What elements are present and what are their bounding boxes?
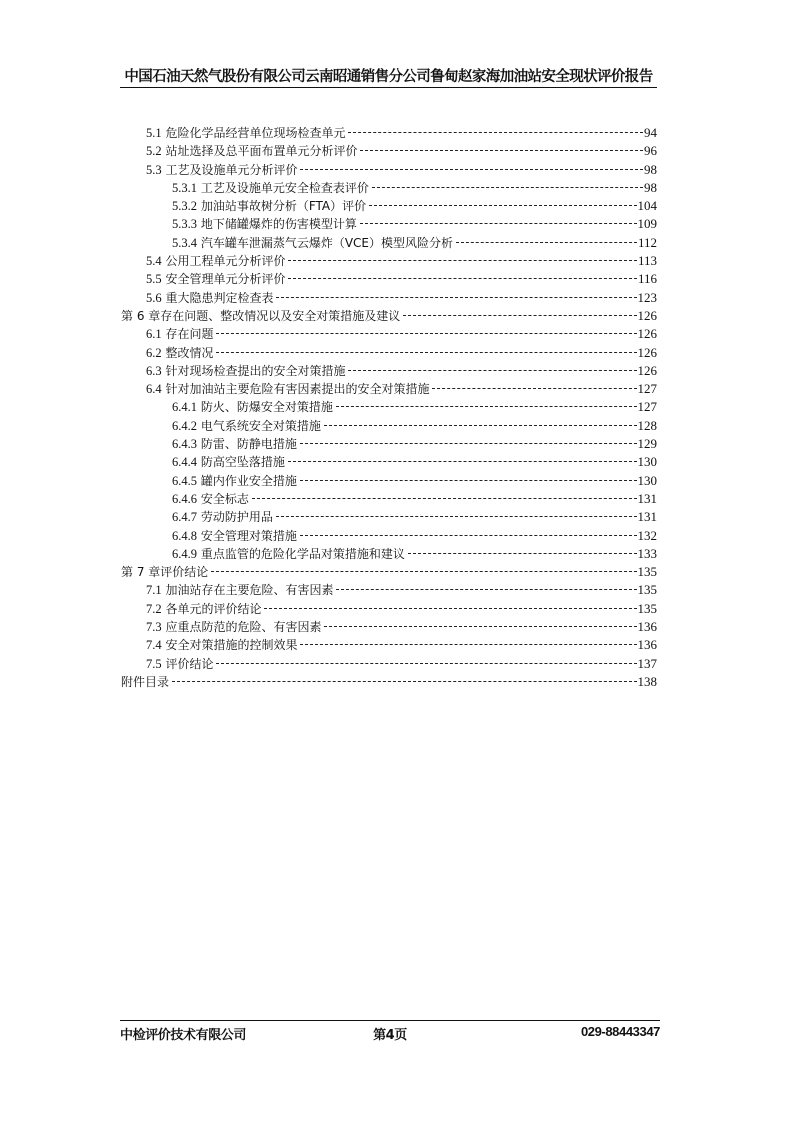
toc-entry-number: 6.4.1 [172,400,197,415]
toc-entry-label [146,600,261,618]
toc-entry-label [172,417,321,435]
toc-entry-label [172,435,297,453]
toc-entry-number: 5.3.3 [172,217,197,232]
header-rule [120,87,657,88]
toc-entry-title: 重点监管的危险化学品对策措施和建议 [200,546,405,561]
toc-entry[interactable] [121,417,657,435]
toc-entry-label [172,453,285,471]
dot-leader [360,223,637,224]
toc-entry-page: 126 [637,344,657,360]
toc-entry-page: 96 [644,143,657,159]
toc-entry-page: 135 [637,600,657,616]
toc-entry-page: 123 [637,289,657,305]
toc-entry-title: 防高空坠落措施 [200,455,285,470]
toc-entry-label [146,581,333,599]
toc-entry[interactable] [121,179,657,197]
toc-entry-number: 6.4 [146,382,162,397]
toc-entry-label [146,270,285,288]
toc-entry[interactable] [121,636,657,654]
dot-leader [336,589,636,590]
dot-leader [288,461,637,462]
toc-entry-number: 7.1 [146,583,162,598]
toc-entry-title: 地下储罐爆炸的伤害模型计算 [200,217,357,232]
toc-entry-label [172,490,249,508]
toc-entry-page: 109 [637,216,657,232]
toc-entry-number: 5.3.4 [172,235,197,250]
toc-entry-title: 电气系统安全对策措施 [200,418,321,433]
toc-entry-title: 针对加油站主要危险有害因素提出的安全对策措施 [165,382,430,397]
running-footer [120,1024,660,1044]
toc-entry-title: 安全管理对策措施 [200,528,297,543]
toc-entry-page: 138 [637,673,657,689]
toc-entry-number: 5.3.2 [172,199,197,214]
toc-entry-title: 站址选择及总平面布置单元分析评价 [165,144,358,159]
toc-entry-title: 汽车罐车泄漏蒸气云爆炸（VCE）模型风险分析 [200,235,453,250]
toc-entry[interactable] [121,142,657,160]
dot-leader [432,388,636,389]
dot-leader [300,480,637,481]
toc-entry-number: 5.4 [146,254,162,269]
dot-leader [372,187,643,188]
toc-entry-label [172,545,405,563]
toc-entry-label [172,197,366,215]
toc-entry-label [121,307,400,325]
toc-entry-label [172,472,297,490]
toc-entry-page: 126 [637,362,657,378]
toc-entry-label [146,380,429,398]
footer-rule [120,1020,660,1021]
toc-entry-title: 整改情况 [165,345,214,360]
toc-entry-title: 针对现场检查提出的安全对策措施 [165,363,346,378]
toc-entry-page: 130 [637,472,657,488]
dot-leader [369,205,636,206]
toc-entry[interactable] [121,618,657,636]
dot-leader [288,260,637,261]
toc-entry-page: 128 [637,417,657,433]
toc-entry-page: 127 [637,399,657,415]
toc-entry[interactable] [121,453,657,471]
toc-entry-title: 罐内作业安全措施 [200,473,297,488]
toc-entry-page: 98 [644,179,657,195]
toc-entry-number: 6.1 [146,327,162,342]
toc-entry-number: 5.5 [146,272,162,287]
toc-entry[interactable] [121,655,657,673]
dot-leader [300,644,636,645]
dot-leader [300,443,637,444]
dot-leader [216,352,636,353]
toc-entry-label [146,636,297,654]
toc-entry-page: 135 [637,582,657,598]
toc-entry-title: 应重点防范的危险、有害因素 [165,620,322,635]
toc-entry-page: 104 [637,198,657,214]
toc-entry-number: 5.1 [146,126,162,140]
toc-entry-title: 附件目录 [121,674,170,689]
toc-entry[interactable] [121,600,657,618]
toc-entry-page: 136 [637,637,657,653]
toc-entry[interactable] [121,307,657,325]
toc-entry-number: 5.3 [146,162,162,177]
toc-entry-page: 131 [637,509,657,525]
toc-entry-title: 安全标志 [200,491,249,506]
dot-leader [324,425,637,426]
toc-entry-number: 6.4.2 [172,418,197,433]
toc-entry-title: 评价结论 [165,656,214,671]
toc-entry-number: 6.4.8 [172,528,197,543]
toc-entry-page: 136 [637,619,657,635]
toc-entry-number: 7.4 [146,638,162,653]
toc-entry-page: 127 [637,381,657,397]
toc-entry-page: 135 [637,564,657,580]
toc-entry-title: 防雷、防静电措施 [200,437,297,452]
toc-entry-title: 加油站存在主要危险、有害因素 [165,583,334,598]
toc-entry[interactable] [121,563,657,581]
footer-phone: 029-88443347 [580,1024,660,1039]
toc-entry[interactable] [121,344,657,362]
footer-page-number: 第4页 [373,1028,407,1043]
toc-entry-title: 安全管理单元分析评价 [165,272,286,287]
toc-entry-page: 126 [637,307,657,323]
toc-entry-page: 94 [644,125,657,140]
toc-entry[interactable] [121,161,657,179]
toc-entry-label [121,563,208,581]
toc-entry-number: 7.3 [146,620,162,635]
toc-entry-number: 6.4.3 [172,437,197,452]
toc-entry[interactable] [121,435,657,453]
toc-entry-page: 131 [637,490,657,506]
dot-leader [300,169,643,170]
toc-entry-number: 6.3 [146,363,162,378]
toc-entry-number: 6.2 [146,345,162,360]
dot-leader [172,681,636,682]
toc-entry-title: 工艺及设施单元分析评价 [165,162,298,177]
table-of-contents [121,124,657,691]
dot-leader [348,370,636,371]
toc-entry-title: 防火、防爆安全对策措施 [200,400,333,415]
toc-entry[interactable] [121,270,657,288]
toc-entry-page: 116 [637,271,657,287]
toc-entry-title: 公用工程单元分析评价 [165,254,286,269]
toc-entry[interactable] [121,289,657,307]
toc-entry[interactable] [121,325,657,343]
toc-entry-label [146,124,345,142]
dot-leader [216,333,636,334]
toc-entry[interactable] [121,472,657,490]
toc-entry-number: 6.4.5 [172,473,197,488]
toc-entry-label [172,527,297,545]
dot-leader [336,406,637,407]
dot-leader [403,315,636,316]
dot-leader [264,608,636,609]
toc-entry-label [146,344,213,362]
toc-entry[interactable] [121,362,657,380]
toc-entry-page: 98 [644,161,657,177]
toc-entry-label [146,362,345,380]
toc-entry-number: 6.4.6 [172,491,197,506]
toc-entry-title: 各单元的评价结论 [165,601,262,616]
toc-entry-label [146,655,213,673]
dot-leader [211,571,636,572]
toc-entry[interactable] [121,490,657,508]
dot-leader [276,297,636,298]
toc-entry[interactable] [121,124,657,142]
toc-entry-label [121,673,169,691]
running-header: 中国石油天然气股份有限公司云南昭通销售分公司鲁甸赵家海加油站安全现状评价报告 [124,69,653,85]
toc-entry[interactable] [121,234,657,252]
toc-entry-label [172,398,333,416]
toc-entry-label [146,142,357,160]
toc-entry-page: 129 [637,436,657,452]
toc-entry-page: 112 [637,234,657,250]
toc-entry-title: 存在问题 [165,327,214,342]
toc-entry-label [146,289,273,307]
toc-entry[interactable] [121,252,657,270]
toc-entry-number: 7.5 [146,656,162,671]
toc-entry-label [172,179,369,197]
dot-leader [324,626,636,627]
toc-entry-page: 113 [637,253,657,269]
dot-leader [408,553,637,554]
toc-entry-title: 危险化学品经营单位现场检查单元 [165,126,346,140]
toc-entry-page: 126 [637,326,657,342]
toc-entry-number: 5.3.1 [172,180,197,195]
toc-entry[interactable] [121,673,657,691]
dot-leader [300,535,637,536]
toc-entry[interactable] [121,508,657,526]
toc-entry-label [146,252,285,270]
toc-entry-title: 安全对策措施的控制效果 [165,638,298,653]
toc-entry-number: 7.2 [146,601,162,616]
toc-entry[interactable] [121,215,657,233]
toc-entry-page: 132 [637,527,657,543]
dot-leader [360,150,643,151]
toc-entry[interactable] [121,545,657,563]
dot-leader [276,516,637,517]
toc-entry-title: 第 7 章评价结论 [121,565,209,580]
toc-entry-title: 劳动防护用品 [200,510,273,525]
toc-entry-label [146,618,321,636]
toc-entry-title: 重大隐患判定检查表 [165,290,274,305]
dot-leader [348,132,643,133]
toc-entry-label [146,161,297,179]
toc-entry-number: 5.6 [146,290,162,305]
toc-entry[interactable] [121,581,657,599]
dot-leader [216,663,636,664]
toc-entry-label [146,325,213,343]
toc-entry-label [172,234,453,252]
toc-entry-title: 加油站事故树分析（FTA）评价 [200,199,367,214]
toc-entry-number: 6.4.4 [172,455,197,470]
toc-entry-title: 工艺及设施单元安全检查表评价 [200,180,369,195]
toc-entry-label [172,508,273,526]
dot-leader [252,498,637,499]
toc-entry-number: 6.4.9 [172,546,197,561]
toc-entry[interactable] [121,197,657,215]
toc-entry-number: 5.2 [146,144,162,159]
dot-leader [456,242,637,243]
toc-entry[interactable] [121,380,657,398]
toc-entry[interactable] [121,527,657,545]
toc-entry-number: 6.4.7 [172,510,197,525]
footer-company: 中检评价技术有限公司 [120,1028,247,1043]
toc-entry-page: 130 [637,454,657,470]
toc-entry-title: 第 6 章存在问题、整改情况以及安全对策措施及建议 [121,308,401,323]
toc-entry[interactable] [121,398,657,416]
toc-entry-label [172,215,357,233]
dot-leader [288,278,637,279]
toc-entry-page: 133 [637,545,657,561]
toc-entry-page: 137 [637,655,657,671]
